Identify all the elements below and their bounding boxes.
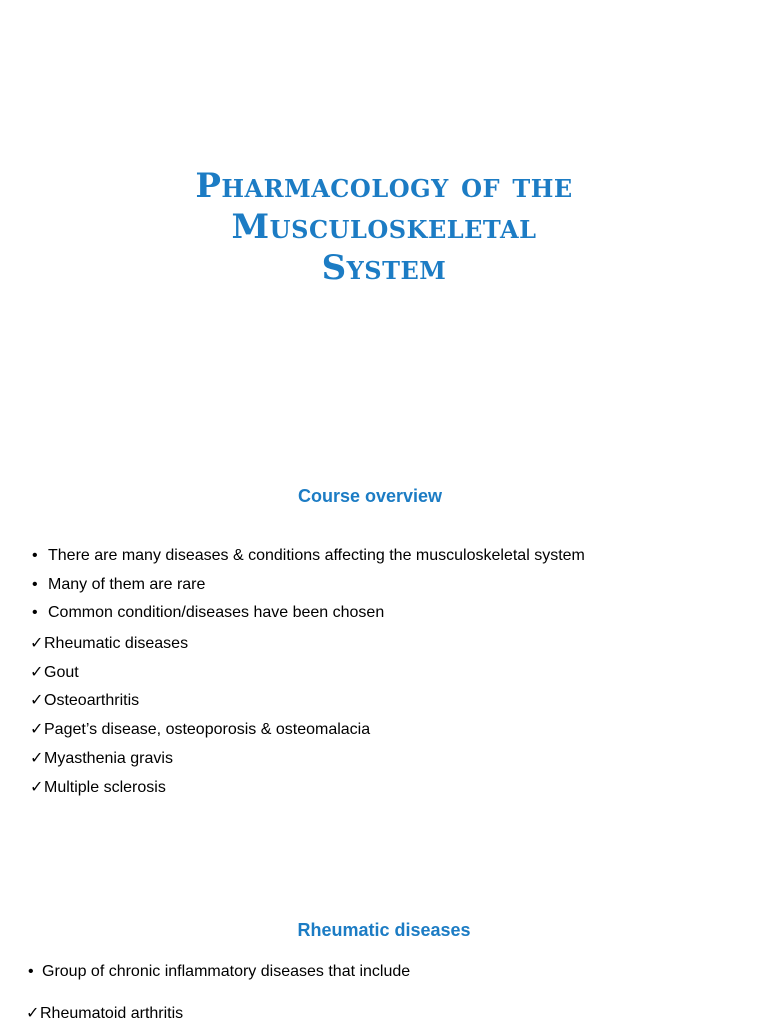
course-overview-list (30, 547, 585, 805)
list-item-text: Gout (44, 663, 79, 681)
list-item-text: Multiple sclerosis (44, 778, 166, 796)
rheumatic-diseases-heading: Rheumatic diseases (297, 920, 471, 940)
slide-title-line-3: System (321, 248, 447, 288)
checkmark-icon: ✓ (26, 1005, 40, 1022)
list-item-text: Paget’s disease, osteoporosis & osteomalacia (44, 721, 371, 739)
checkmark-icon: ✓ (30, 692, 44, 710)
checkmark-icon: ✓ (30, 778, 44, 796)
list-item-text: Rheumatoid arthritis (40, 1005, 184, 1022)
slide-title-line-1: Pharmacology of the (195, 166, 573, 206)
list-item (30, 604, 585, 633)
list-item (30, 777, 585, 806)
list-item-text: Common condition/diseases have been chosen (48, 604, 385, 622)
list-item-text: Rheumatic diseases (44, 635, 189, 653)
bullet-marker: • (28, 963, 34, 980)
checkmark-icon: ✓ (30, 749, 44, 767)
checkmark-icon: ✓ (30, 635, 44, 653)
list-item (30, 633, 585, 662)
list-item-text: Group of chronic inflammatory diseases that include (42, 963, 411, 980)
list-item-text: Osteoarthritis (44, 692, 140, 710)
list-item (30, 719, 585, 748)
list-item (30, 662, 585, 691)
list-item-text: Many of them are rare (48, 575, 206, 593)
course-overview-heading: Course overview (297, 486, 443, 506)
bullet-marker: • (32, 575, 38, 593)
list-item (30, 576, 585, 605)
list-item-text: Myasthenia gravis (44, 749, 173, 767)
list-item (30, 690, 585, 719)
bullet-marker: • (32, 604, 38, 622)
list-item (26, 1003, 410, 1032)
slide-title (0, 166, 768, 289)
list-item (30, 748, 585, 777)
list-item (30, 547, 585, 576)
list-item-text: There are many diseases & conditions affecting the musculoskeletal system (48, 547, 585, 564)
checkmark-icon: ✓ (30, 721, 44, 739)
list-item (26, 963, 410, 1003)
slide-title-line-2: Musculoskeletal (231, 207, 537, 247)
bullet-marker: • (32, 547, 38, 564)
checkmark-icon: ✓ (30, 663, 44, 681)
rheumatic-diseases-list (26, 963, 410, 1032)
